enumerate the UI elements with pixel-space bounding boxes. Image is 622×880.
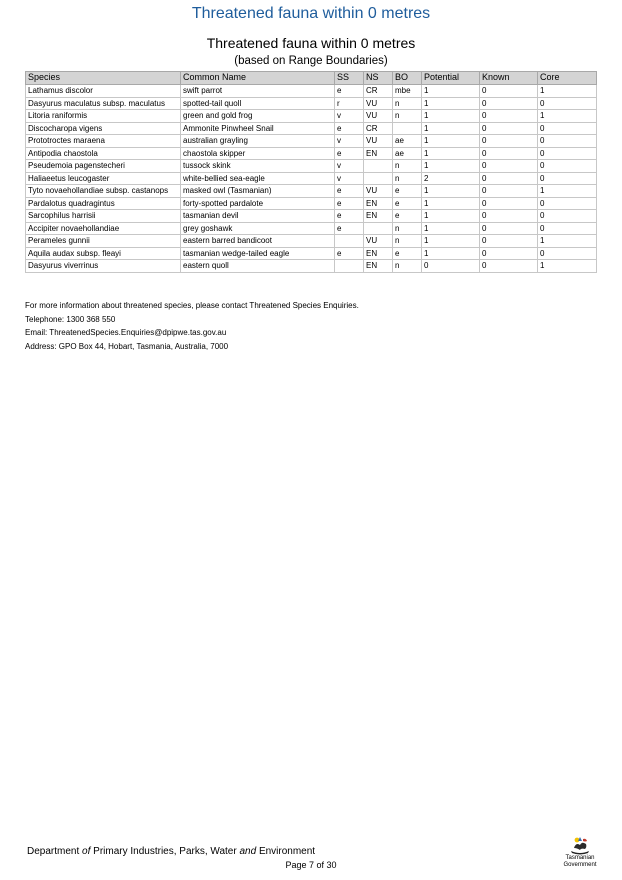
footer-dept-text-1: Department: [27, 846, 83, 857]
table-row: [26, 222, 597, 235]
cell-bo: mbe: [393, 85, 422, 98]
column-header-common-name: Common Name: [181, 72, 335, 85]
tasmanian-government-crest-icon: [568, 835, 592, 855]
cell-core: 0: [538, 147, 597, 160]
contact-information: [25, 299, 359, 353]
cell-potential: 1: [422, 247, 480, 260]
cell-known: 0: [480, 122, 538, 135]
cell-potential: 0: [422, 260, 480, 273]
cell-core: 0: [538, 97, 597, 110]
cell-known: 0: [480, 135, 538, 148]
cell-species: Aquila audax subsp. fleayi: [26, 247, 181, 260]
cell-bo: n: [393, 160, 422, 173]
cell-bo: ae: [393, 135, 422, 148]
footer-dept-and: and: [239, 846, 257, 857]
cell-known: 0: [480, 197, 538, 210]
footer-dept-text-2: Primary Industries, Parks, Water: [90, 846, 240, 857]
logo-text-line-1: Tasmanian: [565, 855, 595, 861]
cell-common-name: forty-spotted pardalote: [181, 197, 335, 210]
cell-core: 0: [538, 135, 597, 148]
logo-text-line-2: Government: [563, 861, 597, 868]
table-row: [26, 197, 597, 210]
cell-ss: e: [335, 147, 364, 160]
contact-address: Address: GPO Box 44, Hobart, Tasmania, Australia, 7000: [25, 341, 229, 351]
cell-species: Sarcophilus harrisii: [26, 210, 181, 223]
cell-potential: 1: [422, 185, 480, 198]
table-row: [26, 260, 597, 273]
column-header-potential: Potential: [422, 72, 480, 85]
table-subtitle: (based on Range Boundaries): [234, 55, 388, 67]
cell-ns: EN: [364, 147, 393, 160]
cell-core: 0: [538, 210, 597, 223]
cell-ns: CR: [364, 122, 393, 135]
cell-common-name: eastern barred bandicoot: [181, 235, 335, 248]
cell-species: Pardalotus quadragintus: [26, 197, 181, 210]
cell-ns: VU: [364, 135, 393, 148]
cell-common-name: tussock skink: [181, 160, 335, 173]
cell-known: 0: [480, 235, 538, 248]
cell-species: Litoria raniformis: [26, 110, 181, 123]
cell-ss: e: [335, 122, 364, 135]
cell-bo: [393, 122, 422, 135]
footer-department-name: [27, 846, 315, 857]
cell-core: 0: [538, 160, 597, 173]
cell-ss: [335, 235, 364, 248]
cell-core: 0: [538, 172, 597, 185]
footer-dept-text-3: Environment: [256, 846, 316, 857]
cell-core: 0: [538, 247, 597, 260]
cell-bo: e: [393, 247, 422, 260]
contact-telephone: Telephone: 1300 368 550: [25, 314, 116, 324]
cell-known: 0: [480, 97, 538, 110]
table-row: [26, 110, 597, 123]
cell-ss: e: [335, 210, 364, 223]
cell-ns: CR: [364, 85, 393, 98]
cell-ns: EN: [364, 197, 393, 210]
table-row: [26, 210, 597, 223]
cell-ss: e: [335, 222, 364, 235]
cell-core: 1: [538, 185, 597, 198]
contact-intro: For more information about threatened species, please contact Threatened Species Enquiries.: [25, 301, 359, 310]
cell-potential: 1: [422, 210, 480, 223]
cell-ns: EN: [364, 247, 393, 260]
cell-ss: [335, 260, 364, 273]
cell-common-name: eastern quoll: [181, 260, 335, 273]
cell-known: 0: [480, 147, 538, 160]
table-row: [26, 97, 597, 110]
cell-common-name: australian grayling: [181, 135, 335, 148]
cell-ns: VU: [364, 235, 393, 248]
table-row: [26, 122, 597, 135]
cell-common-name: Ammonite Pinwheel Snail: [181, 122, 335, 135]
cell-bo: e: [393, 185, 422, 198]
threatened-fauna-table: [25, 71, 597, 273]
cell-ss: e: [335, 247, 364, 260]
cell-ns: [364, 172, 393, 185]
table-row: [26, 235, 597, 248]
cell-potential: 1: [422, 147, 480, 160]
cell-core: 0: [538, 197, 597, 210]
cell-core: 0: [538, 222, 597, 235]
cell-core: 1: [538, 85, 597, 98]
cell-species: Haliaeetus leucogaster: [26, 172, 181, 185]
cell-ss: e: [335, 85, 364, 98]
cell-ss: e: [335, 185, 364, 198]
cell-common-name: grey goshawk: [181, 222, 335, 235]
cell-potential: 1: [422, 97, 480, 110]
cell-common-name: chaostola skipper: [181, 147, 335, 160]
cell-known: 0: [480, 247, 538, 260]
cell-bo: n: [393, 110, 422, 123]
page-number: Page 7 of 30: [285, 860, 337, 870]
cell-potential: 1: [422, 197, 480, 210]
table-row: [26, 172, 597, 185]
cell-common-name: green and gold frog: [181, 110, 335, 123]
cell-core: 1: [538, 260, 597, 273]
cell-core: 1: [538, 110, 597, 123]
cell-ns: EN: [364, 260, 393, 273]
cell-known: 0: [480, 160, 538, 173]
cell-core: 1: [538, 235, 597, 248]
cell-common-name: tasmanian wedge-tailed eagle: [181, 247, 335, 260]
table-row: [26, 247, 597, 260]
cell-ns: VU: [364, 185, 393, 198]
cell-potential: 1: [422, 160, 480, 173]
cell-species: Prototroctes maraena: [26, 135, 181, 148]
cell-known: 0: [480, 185, 538, 198]
cell-known: 0: [480, 110, 538, 123]
cell-known: 0: [480, 260, 538, 273]
footer-dept-of: of: [82, 846, 91, 857]
cell-potential: 1: [422, 235, 480, 248]
cell-ss: r: [335, 97, 364, 110]
cell-ns: [364, 222, 393, 235]
cell-core: 0: [538, 122, 597, 135]
page-header-title: Threatened fauna within 0 metres: [191, 5, 431, 22]
cell-bo: n: [393, 172, 422, 185]
column-header-ss: SS: [335, 72, 364, 85]
contact-email: Email: ThreatenedSpecies.Enquiries@dpipwe.tas.gov.au: [25, 328, 227, 337]
cell-common-name: masked owl (Tasmanian): [181, 185, 335, 198]
cell-bo: ae: [393, 147, 422, 160]
table-row: [26, 160, 597, 173]
cell-species: Tyto novaehollandiae subsp. castanops: [26, 185, 181, 198]
cell-common-name: white-bellied sea-eagle: [181, 172, 335, 185]
table-row: [26, 135, 597, 148]
cell-species: Dasyurus viverrinus: [26, 260, 181, 273]
column-header-species: Species: [26, 72, 181, 85]
cell-potential: 2: [422, 172, 480, 185]
table-title: Threatened fauna within 0 metres: [206, 35, 416, 51]
column-header-ns: NS: [364, 72, 393, 85]
table-row: [26, 85, 597, 98]
column-header-bo: BO: [393, 72, 422, 85]
cell-common-name: tasmanian devil: [181, 210, 335, 223]
cell-species: Discocharopa vigens: [26, 122, 181, 135]
cell-ns: [364, 160, 393, 173]
table-row: [26, 185, 597, 198]
cell-bo: e: [393, 197, 422, 210]
cell-ns: EN: [364, 210, 393, 223]
cell-ss: v: [335, 110, 364, 123]
column-header-core: Core: [538, 72, 597, 85]
cell-species: Antipodia chaostola: [26, 147, 181, 160]
cell-bo: n: [393, 97, 422, 110]
cell-species: Lathamus discolor: [26, 85, 181, 98]
cell-species: Perameles gunnii: [26, 235, 181, 248]
cell-bo: n: [393, 222, 422, 235]
cell-ns: VU: [364, 97, 393, 110]
cell-bo: n: [393, 235, 422, 248]
cell-known: 0: [480, 222, 538, 235]
cell-ss: v: [335, 135, 364, 148]
cell-ns: VU: [364, 110, 393, 123]
tasmanian-government-logo: [557, 835, 603, 868]
cell-potential: 1: [422, 85, 480, 98]
table-row: [26, 147, 597, 160]
cell-common-name: swift parrot: [181, 85, 335, 98]
cell-ss: e: [335, 197, 364, 210]
cell-potential: 1: [422, 122, 480, 135]
cell-known: 0: [480, 210, 538, 223]
cell-species: Accipiter novaehollandiae: [26, 222, 181, 235]
column-header-known: Known: [480, 72, 538, 85]
cell-ss: v: [335, 172, 364, 185]
cell-potential: 1: [422, 222, 480, 235]
cell-species: Dasyurus maculatus subsp. maculatus: [26, 97, 181, 110]
cell-potential: 1: [422, 110, 480, 123]
cell-common-name: spotted-tail quoll: [181, 97, 335, 110]
cell-known: 0: [480, 172, 538, 185]
cell-known: 0: [480, 85, 538, 98]
table-header-row: [26, 72, 597, 85]
cell-bo: n: [393, 260, 422, 273]
cell-bo: e: [393, 210, 422, 223]
cell-species: Pseudemoia pagenstecheri: [26, 160, 181, 173]
cell-potential: 1: [422, 135, 480, 148]
cell-ss: v: [335, 160, 364, 173]
